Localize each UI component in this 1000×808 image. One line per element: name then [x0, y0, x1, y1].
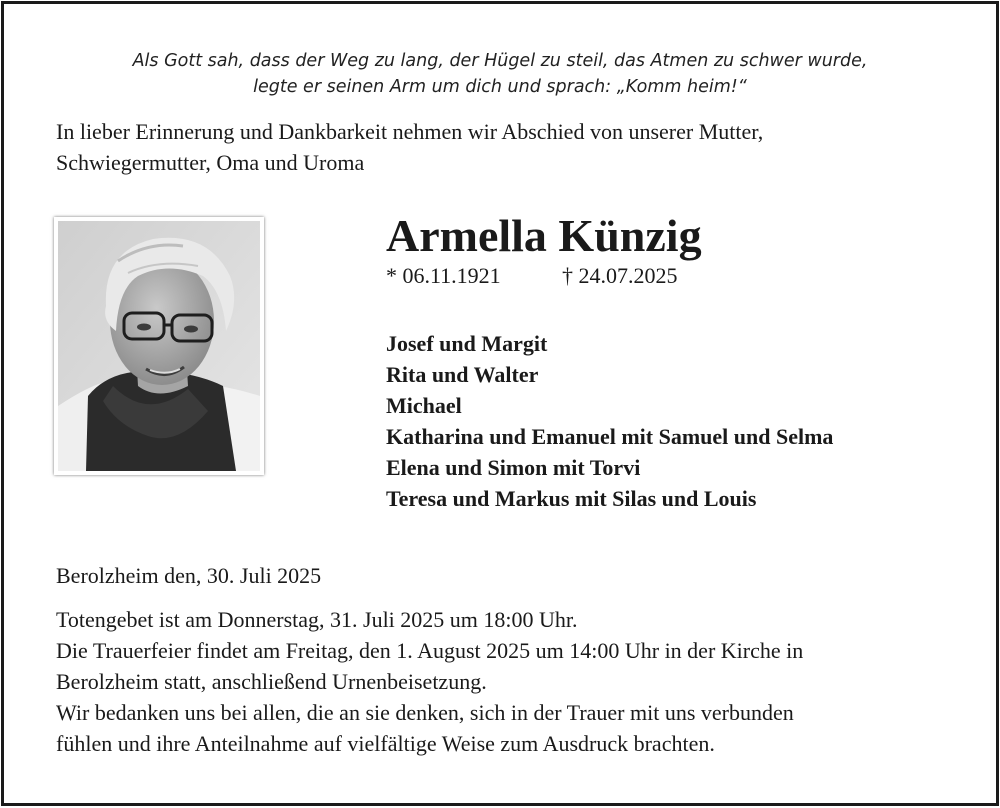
deceased-name: Armella Künzig	[386, 210, 702, 261]
portrait-photo	[58, 221, 260, 471]
place-date: Berolzheim den, 30. Juli 2025	[56, 563, 322, 588]
family-entry: Katharina und Emanuel mit Samuel und Selma	[386, 424, 834, 449]
intro-line-2: Schwiegermutter, Oma und Uroma	[56, 150, 365, 175]
family-entry: Rita und Walter	[386, 362, 539, 387]
details-line: Totengebet ist am Donnerstag, 31. Juli 2025 um 18:00 Uhr.	[56, 607, 578, 632]
death-date: † 24.07.2025	[562, 263, 678, 288]
details-line: fühlen und ihre Anteilnahme auf vielfältige Weise zum Ausdruck brachten.	[56, 731, 715, 756]
intro-line-1: In lieber Erinnerung und Dankbarkeit nehmen wir Abschied von unserer Mutter,	[56, 119, 764, 144]
birth-date: * 06.11.1921	[386, 263, 501, 288]
family-list	[386, 328, 833, 514]
portrait-frame	[54, 217, 264, 475]
family-entry: Elena und Simon mit Torvi	[386, 455, 641, 480]
intro-text	[56, 116, 956, 178]
details-line: Berolzheim statt, anschließend Urnenbeisetzung.	[56, 669, 487, 694]
motto-line-1: Als Gott sah, dass der Weg zu lang, der Hügel zu steil, das Atmen zu schwer wurde,	[132, 51, 868, 71]
details-line: Die Trauerfeier findet am Freitag, den 1. August 2025 um 14:00 Uhr in der Kirche in	[56, 638, 804, 663]
family-entry: Michael	[386, 393, 462, 418]
details-line: Wir bedanken uns bei allen, die an sie denken, sich in der Trauer mit uns verbunden	[56, 700, 794, 725]
service-details	[56, 604, 803, 759]
motto-quote	[0, 48, 1000, 100]
family-entry: Josef und Margit	[386, 331, 548, 356]
motto-line-2: legte er seinen Arm um dich und sprach: „Komm heim!“	[253, 77, 747, 97]
portrait-illustration	[58, 221, 260, 471]
family-entry: Teresa und Markus mit Silas und Louis	[386, 486, 757, 511]
